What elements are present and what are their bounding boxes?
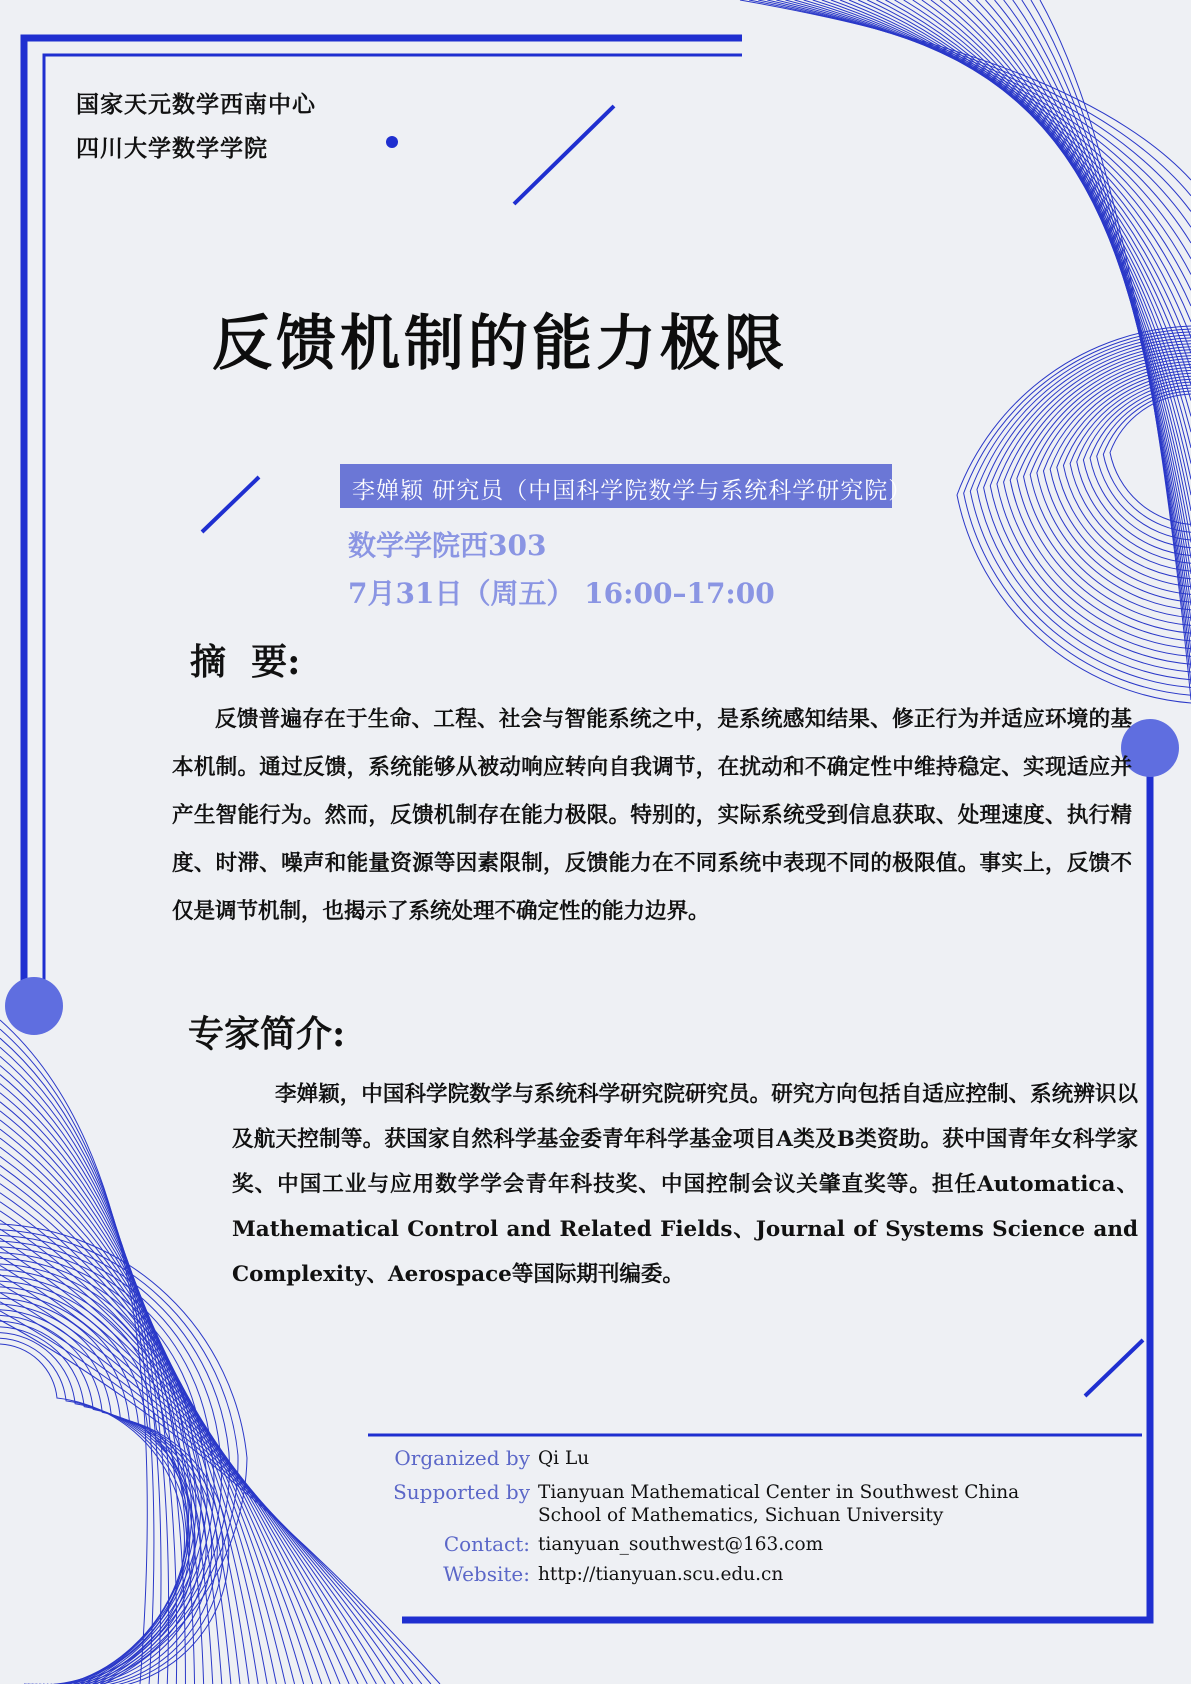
wave-line [895, 0, 1191, 448]
dot-small [386, 136, 398, 148]
wave-line [0, 1084, 204, 1684]
speaker-label: 李婵颖 研究员（中国科学院数学与系统科学研究院） [352, 478, 913, 504]
wave-line [0, 1304, 223, 1684]
page-title: 反馈机制的能力极限 [212, 309, 788, 379]
wave-line [795, 0, 1191, 275]
abstract-heading: 摘 要: [190, 641, 301, 683]
wave-line [1097, 388, 1191, 540]
wave-line [758, 0, 1191, 212]
supported-by-label: Supported by [393, 1480, 530, 1504]
wave-line [0, 1302, 422, 1684]
wave-line [958, 0, 1191, 558]
wave-line [885, 0, 1191, 432]
wave-line [849, 0, 1191, 369]
wave-line [1090, 385, 1191, 548]
bio-text: 李婵颖，中国科学院数学与系统科学研究院研究员。研究方向包括自适应控制、系统辨识以及航天控制等。获国家自然科学基金委青年科学基金项目A类及B类资助。获中国青年女科学家奖、中国工业与应用数学学会青年科技奖、中国控制会议关肇直奖等。担任Automatica、Mathematical Control and Related Fields、Journal of Systems Science and Complexity、Aerospace等国际期刊编委。 [232, 1082, 1138, 1287]
wave-line [0, 1020, 147, 1684]
wave-line [858, 0, 1191, 385]
slash-2 [202, 477, 259, 532]
wave-line [0, 1293, 195, 1684]
wave-line [822, 0, 1191, 322]
wave-line [776, 0, 1191, 243]
contact-value[interactable]: tianyuan_southwest@163.com [538, 1534, 824, 1555]
dot-left [5, 977, 63, 1035]
wave-line [0, 1311, 431, 1684]
abstract-text: 反馈普遍存在于生命、工程、社会与智能系统之中，是系统感知结果、修正行为并适应环境的基本机制。通过反馈，系统能够从被动响应转向自我调节，在扰动和不确定性中维持稳定、实现适应并产生智能行为。然而，反馈机制存在能力极限。特别的，实际系统受到信息获取、处理速度、执行精度、时滞、噪声和能量资源等因素限制，反馈能力在不同系统中表现不同的极限值。事实上，反馈不仅是调节机制，也揭示了系统处理不确定性的能力边界。 [172, 707, 1132, 924]
slash-3 [1085, 1340, 1143, 1396]
wave-line [0, 1102, 222, 1684]
supported-by-value-1: Tianyuan Mathematical Center in Southwest China [538, 1482, 1020, 1503]
organized-by-value: Qi Lu [538, 1448, 590, 1469]
bio-heading: 专家简介: [188, 1013, 346, 1055]
wave-line [997, 344, 1191, 657]
website-label: Website: [443, 1562, 530, 1586]
org-line-1: 国家天元数学西南中心 [76, 91, 316, 118]
supported-by-value-2: School of Mathematics, Sichuan University [538, 1505, 944, 1526]
wave-lines-top-right [740, 0, 1191, 703]
organized-by-label: Organized by [394, 1446, 530, 1470]
wave-line [0, 1147, 267, 1684]
datetime-label: 7月31日（周五） 16:00–17:00 [348, 577, 775, 610]
slash-1 [514, 106, 614, 204]
venue-label: 数学学院西303 [348, 529, 547, 562]
wave-line [0, 1241, 221, 1684]
wave-line [831, 0, 1191, 338]
org-line-2: 四川大学数学学院 [76, 135, 268, 162]
website-value[interactable]: http://tianyuan.scu.edu.cn [538, 1564, 784, 1585]
wave-line [749, 0, 1191, 196]
contact-label: Contact: [443, 1532, 530, 1556]
wave-line [804, 0, 1191, 290]
wave-line [0, 1120, 240, 1684]
